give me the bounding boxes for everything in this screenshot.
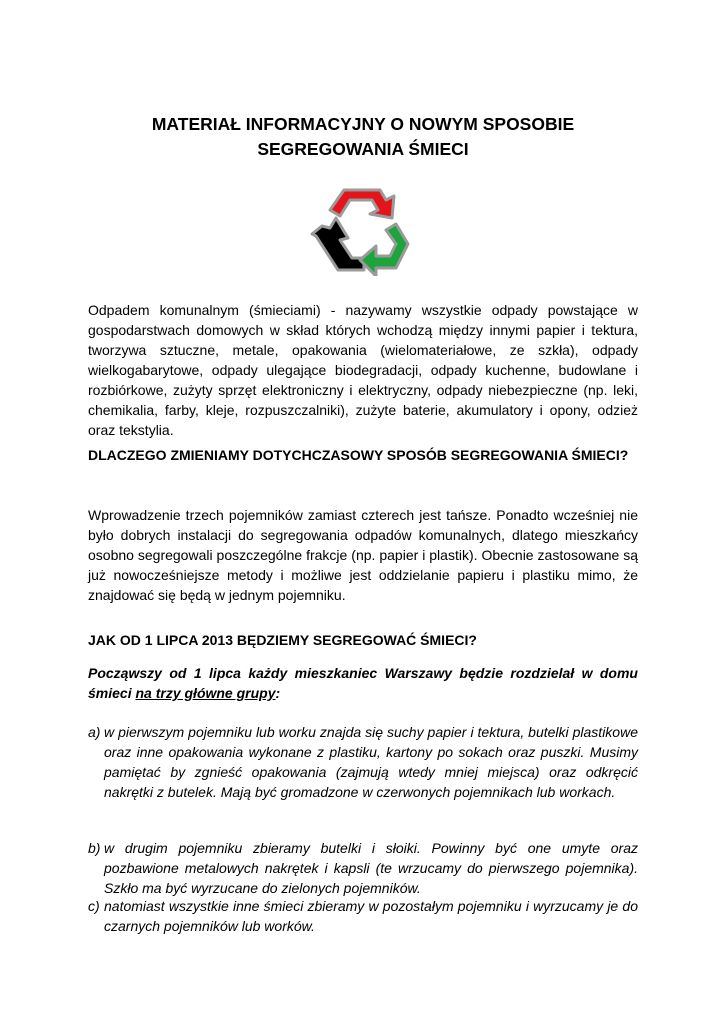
recycle-arrow-black xyxy=(312,218,364,270)
lead-colon: : xyxy=(275,685,281,701)
list-item-marker: b) xyxy=(88,840,101,856)
title-line-2: SEGREGOWANIA ŚMIECI xyxy=(257,139,469,159)
section-heading-how: JAK OD 1 LIPCA 2013 BĘDZIEMY SEGREGOWAĆ ŚMIECI? xyxy=(88,632,477,648)
recycle-arrow-green xyxy=(360,224,408,276)
list-item-text: natomiast wszystkie inne śmieci zbieramy w pozostałym pojemniku i wyrzucamy je do czarnych pojemników lub worków. xyxy=(104,898,638,934)
page-title xyxy=(88,112,638,162)
lead-paragraph xyxy=(88,663,638,703)
recycling-symbol-icon xyxy=(310,184,410,276)
list-item-marker: a) xyxy=(88,724,101,740)
lead-underlined-text: na trzy główne grupy xyxy=(135,685,276,701)
list-item-text: w drugim pojemniku zbieramy butelki i słoiki. Powinny być one umyte oraz pozbawione metalowych nakrętek i kapsli (te wrzucamy do pierwszego pojemnika). Szkło ma być wyrzucane do zielonych pojemników. xyxy=(104,840,638,896)
lead-text: Począwszy od 1 lipca każdy mieszkaniec Warszawy będzie rozdzielał w domu śmieci xyxy=(88,665,638,701)
intro-paragraph: Odpadem komunalnym (śmieciami) - nazywamy wszystkie odpady powstające w gospodarstwach domowych w skład których wchodzą między innymi papier i tektura, tworzywa sztuczne, metale, opakowania (wielomateriałowe, ze szkła), odpady wielkogabarytowe, odpady ulegające biodegradacji, odpady kuchenne, budowlane i rozbiórkowe, zużyty sprzęt elektroniczny i elektryczny, odpady niebezpieczne (np. leki, chemikalia, farby, kleje, rozpuszczalniki), zużyte baterie, akumulatory i opony, odzież oraz tekstylia. xyxy=(88,302,638,438)
list-item-text: w pierwszym pojemniku lub worku znajda się suchy papier i tektura, butelki plastikowe oraz inne opakowania wykonane z plastiku, kartony po sokach oraz puszki. Musimy pamiętać by zgnieść opakowania (zajmują wtedy mniej miejsca) oraz odkręcić nakrętki z butelek. Mają być gromadzone w czerwonych pojemnikach lub workach. xyxy=(104,724,638,800)
list-item xyxy=(88,838,638,898)
list-item xyxy=(88,896,638,936)
title-line-1: MATERIAŁ INFORMACYJNY O NOWYM SPOSOBIE xyxy=(151,114,575,134)
list-item-marker: c) xyxy=(88,898,100,914)
why-paragraph: Wprowadzenie trzech pojemników zamiast czterech jest tańsze. Ponadto wcześniej nie było dobrych instalacji do segregowania odpadów komunalnych, dlatego mieszkańcy osobno segregowali poszczególne frakcje (np. papier i plastik). Obecnie zastosowane są już nowocześniejsze metody i możliwe jest oddzielanie papieru i plastiku mimo, że znajdować się będą w jednym pojemniku. xyxy=(88,507,638,603)
recycle-arrow-red xyxy=(330,190,394,218)
list-item xyxy=(88,722,638,802)
section-heading-why: DLACZEGO ZMIENIAMY DOTYCHCZASOWY SPOSÓB SEGREGOWANIA ŚMIECI? xyxy=(88,447,629,463)
